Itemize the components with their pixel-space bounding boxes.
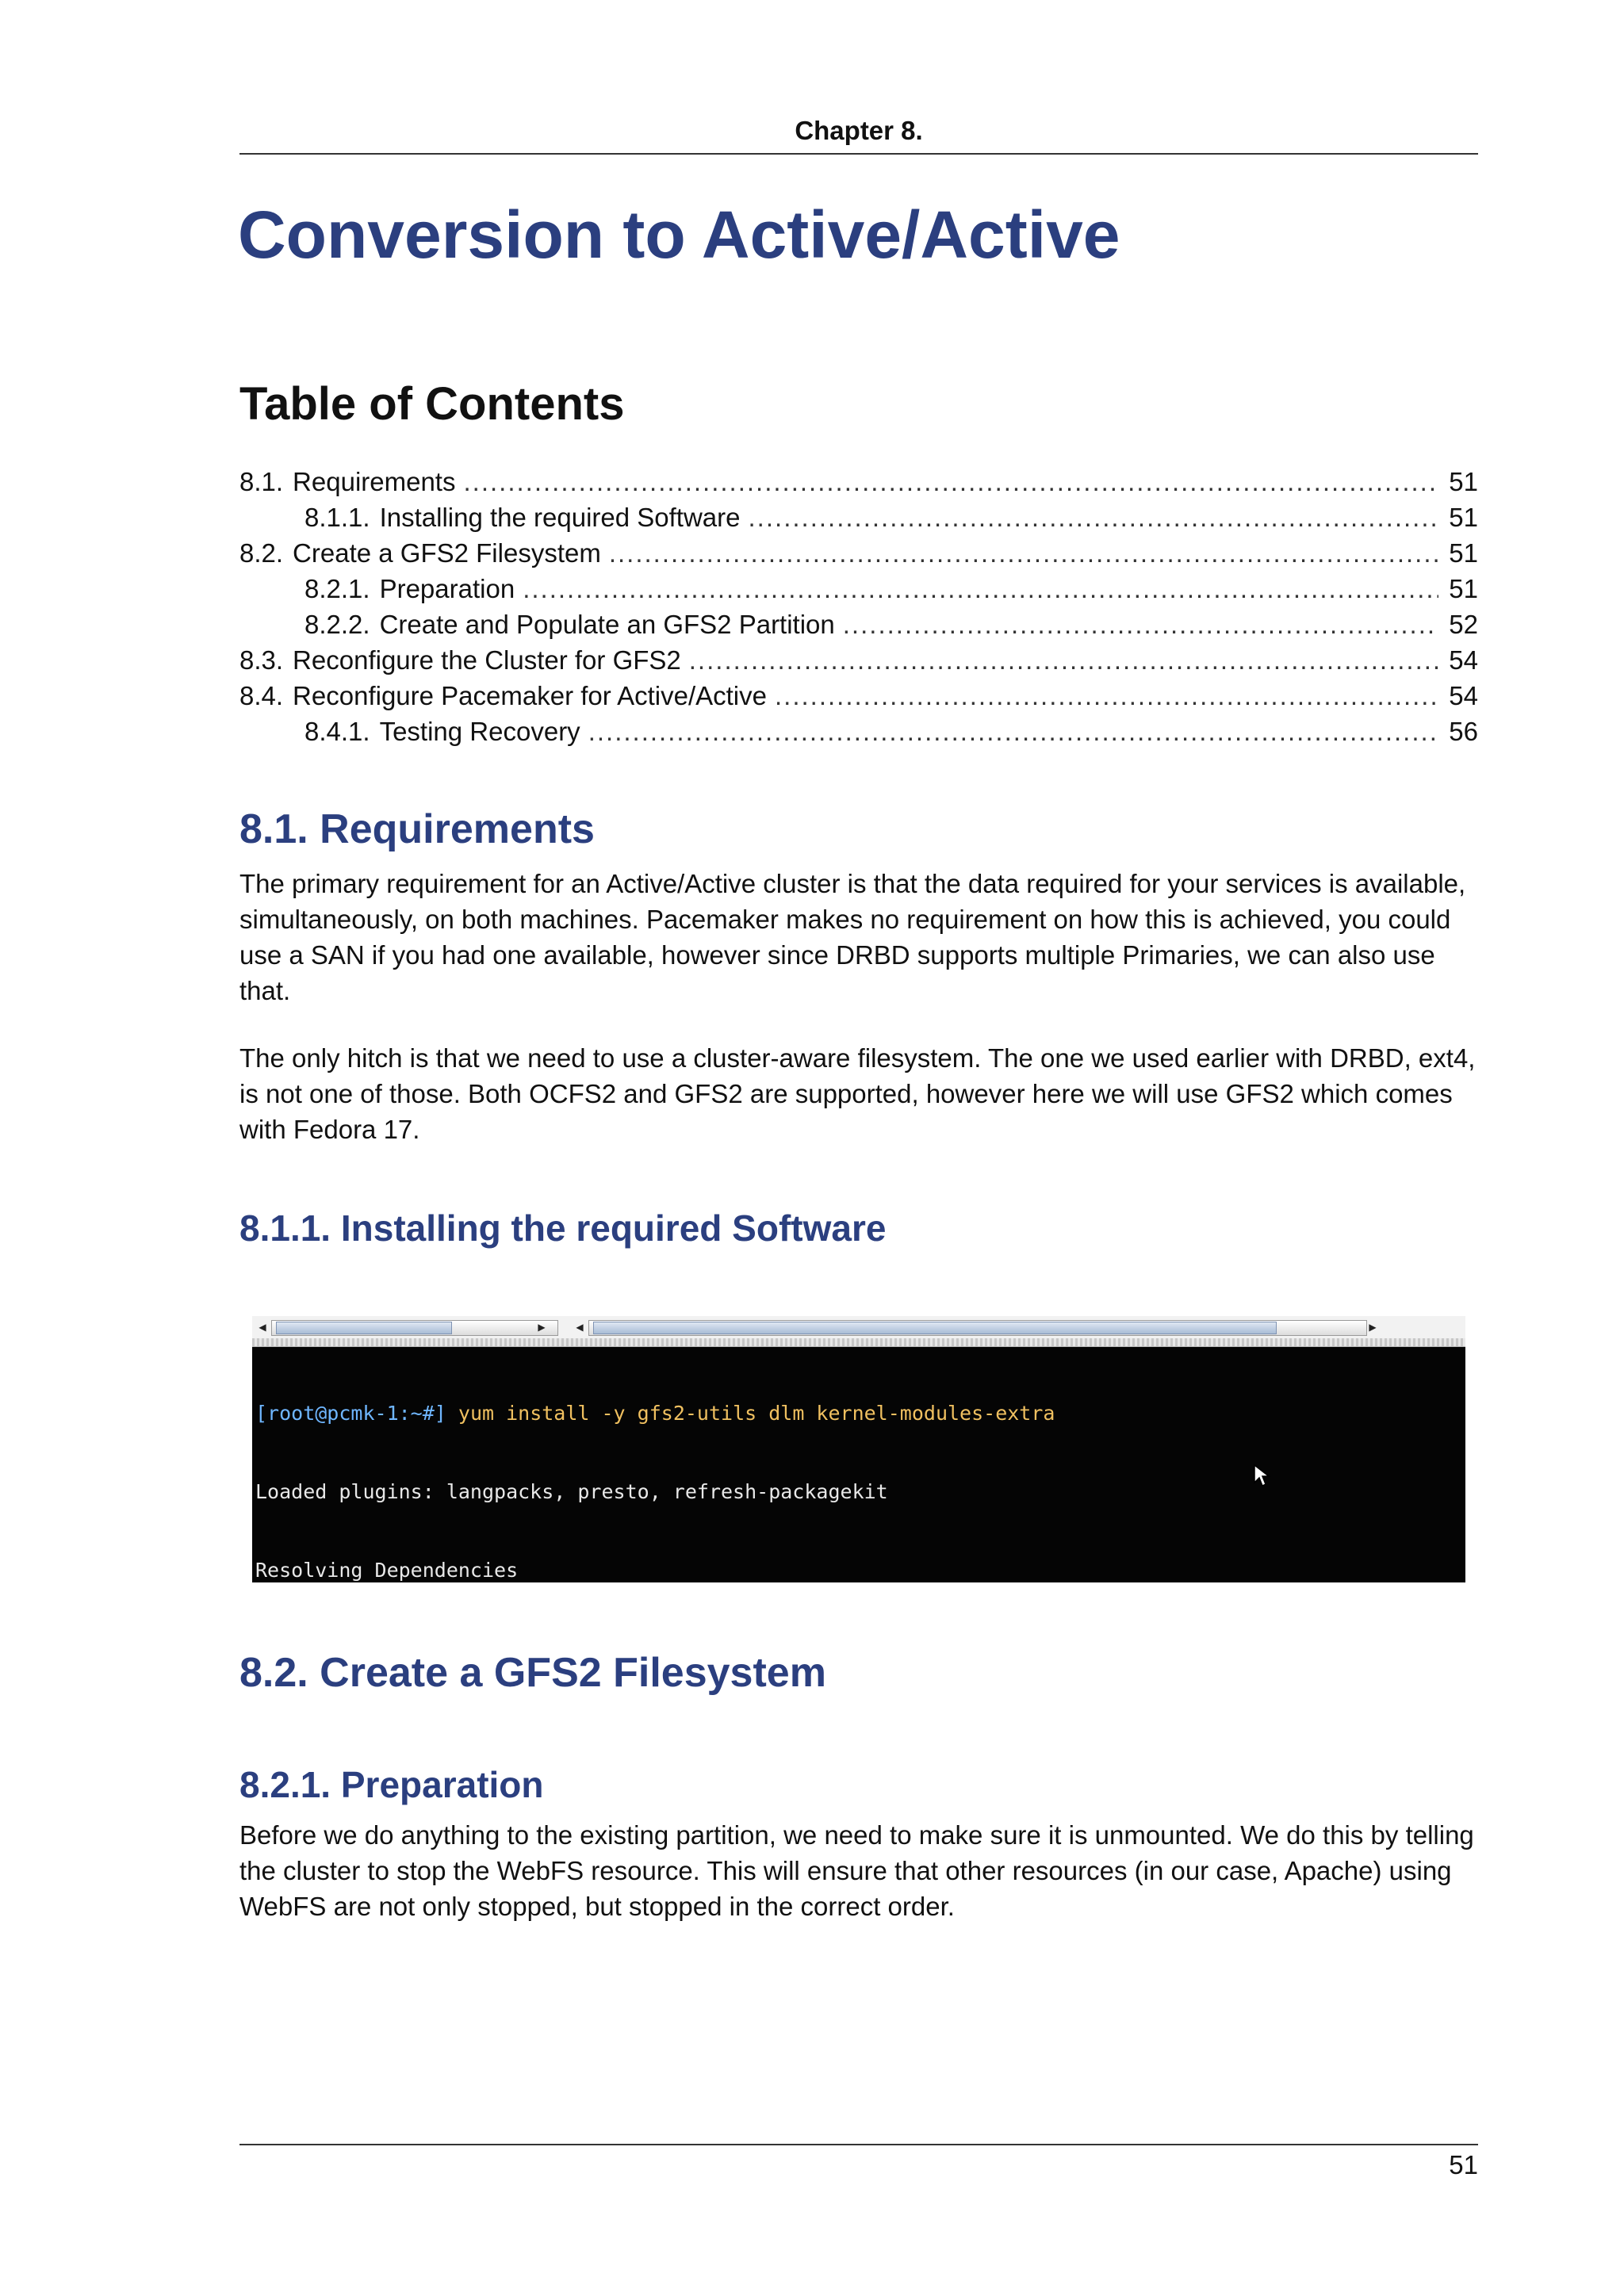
terminal-command: yum install -y gfs2-utils dlm kernel-modules-extra — [458, 1402, 1055, 1425]
subsection-heading-preparation: 8.2.1. Preparation — [239, 1764, 544, 1805]
toc-leader-dots — [749, 499, 1438, 535]
toc-entry-title: Testing Recovery — [379, 717, 580, 746]
terminal-prompt: [root@pcmk-1:~#] — [255, 1402, 446, 1425]
toc-entry-number: 8.4.1. — [304, 717, 370, 746]
page-number: 51 — [1449, 2150, 1478, 2179]
paragraph: The only hitch is that we need to use a cluster-aware filesystem. The one we used earlier with DRBD, ext4, is not one of those. Both OCFS2 and GFS2 are supported, however here we will use GFS2 which comes with Fedora 17. — [239, 1043, 1476, 1144]
toc-entry-number: 8.3. — [239, 645, 284, 675]
table-of-contents — [239, 464, 1478, 749]
toc-entry-number: 8.2. — [239, 538, 284, 568]
toc-entry-page: 51 — [1449, 503, 1478, 532]
scroll-right-arrow-icon[interactable]: ▶ — [1369, 1322, 1377, 1333]
chapter-title: Conversion to Active/Active — [238, 197, 1120, 272]
toc-entry-title: Requirements — [293, 467, 456, 496]
toc-leader-dots — [689, 642, 1438, 678]
toc-entry-number: 8.4. — [239, 681, 284, 710]
toc-entry[interactable] — [239, 571, 1478, 607]
toc-entry-number: 8.1. — [239, 467, 284, 496]
section-heading-requirements: 8.1. Requirements — [239, 806, 595, 852]
toc-entry-number: 8.2.2. — [304, 610, 370, 639]
toc-leader-dots — [609, 535, 1438, 571]
terminal-command-line — [255, 1400, 1461, 1426]
toc-leader-dots — [523, 571, 1438, 607]
toc-entry[interactable] — [239, 678, 1478, 714]
footer-rule — [239, 2144, 1478, 2145]
toc-entry[interactable] — [239, 535, 1478, 571]
toc-entry-title: Create a GFS2 Filesystem — [293, 538, 601, 568]
scrollbar-thumb[interactable] — [593, 1322, 1277, 1334]
toc-entry-title: Reconfigure Pacemaker for Active/Active — [293, 681, 767, 710]
toc-entry-number: 8.2.1. — [304, 574, 370, 603]
toc-heading: Table of Contents — [239, 378, 625, 430]
subsection-heading-installing-software: 8.1.1. Installing the required Software — [239, 1207, 887, 1249]
terminal-output — [255, 1348, 1461, 1582]
toc-leader-dots — [775, 678, 1438, 714]
horizontal-scrollbars — [252, 1316, 1465, 1347]
toc-entry-page: 51 — [1449, 538, 1478, 568]
toc-entry-title: Reconfigure the Cluster for GFS2 — [293, 645, 681, 675]
toc-entry-title: Preparation — [379, 574, 515, 603]
terminal-screenshot — [252, 1316, 1465, 1582]
paragraph: The primary requirement for an Active/Active cluster is that the data required for your services is available, simultaneously, on both machines. Pacemaker makes no requirement on how this is achieved, you could use a SAN if you had one available, however since DRBD supports multiple Primaries, we can also use that. — [239, 869, 1466, 1005]
toc-entry[interactable] — [239, 607, 1478, 642]
scroll-right-arrow-icon[interactable]: ▶ — [538, 1322, 546, 1333]
header-rule — [239, 153, 1478, 155]
toc-entry[interactable] — [239, 642, 1478, 678]
toc-entry-number: 8.1.1. — [304, 503, 370, 532]
toc-leader-dots — [588, 714, 1438, 749]
scrollbar-thumb[interactable] — [276, 1322, 452, 1334]
toc-leader-dots — [843, 607, 1438, 642]
toc-entry-title: Installing the required Software — [379, 503, 741, 532]
toc-entry[interactable] — [239, 464, 1478, 499]
toc-entry[interactable] — [239, 499, 1478, 535]
running-header: Chapter 8. — [795, 116, 923, 145]
toc-entry-page: 56 — [1449, 717, 1478, 746]
mouse-cursor-icon — [1253, 1464, 1272, 1487]
terminal-line: Loaded plugins: langpacks, presto, refresh-packagekit — [255, 1480, 888, 1503]
scroll-left-arrow-icon[interactable]: ◀ — [576, 1322, 584, 1333]
toc-leader-dots — [463, 464, 1438, 499]
toc-entry-page: 51 — [1449, 467, 1478, 496]
toc-entry-title: Create and Populate an GFS2 Partition — [379, 610, 835, 639]
toc-entry-page: 52 — [1449, 610, 1478, 639]
toc-entry-page: 54 — [1449, 645, 1478, 675]
terminal-line: Resolving Dependencies — [255, 1559, 519, 1582]
section-heading-create-gfs2: 8.2. Create a GFS2 Filesystem — [239, 1650, 826, 1696]
toc-entry-page: 54 — [1449, 681, 1478, 710]
pane-divider[interactable] — [252, 1338, 1465, 1346]
scroll-left-arrow-icon[interactable]: ◀ — [259, 1322, 266, 1333]
toc-entry[interactable] — [239, 714, 1478, 749]
paragraph: Before we do anything to the existing partition, we need to make sure it is unmounted. We do this by telling the cluster to stop the WebFS resource. This will ensure that other resources (in our case, Apache) using WebFS are not only stopped, but stopped in the correct order. — [239, 1820, 1474, 1921]
toc-entry-page: 51 — [1449, 574, 1478, 603]
